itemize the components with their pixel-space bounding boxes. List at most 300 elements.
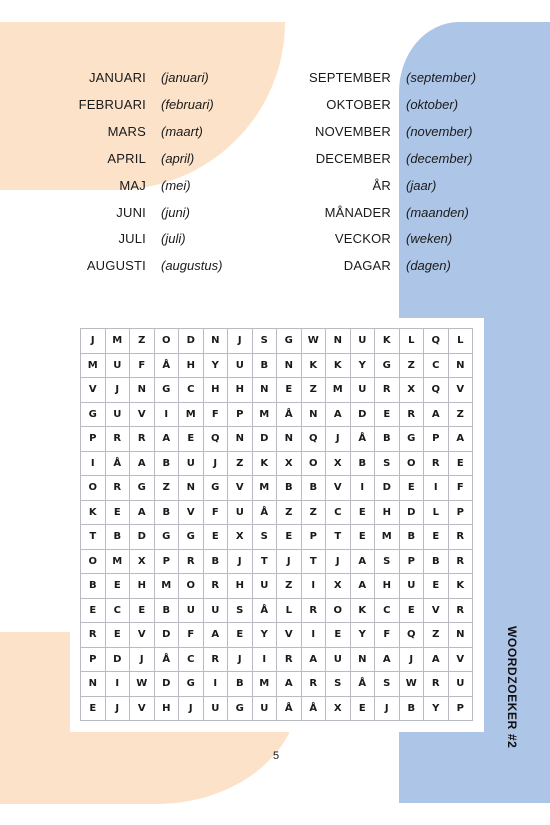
grid-cell[interactable]: O [81, 549, 106, 574]
grid-cell[interactable]: A [130, 500, 155, 525]
grid-cell[interactable]: V [277, 623, 302, 648]
grid-cell[interactable]: M [81, 353, 106, 378]
grid-cell[interactable]: H [375, 574, 400, 599]
grid-cell[interactable]: H [130, 574, 155, 599]
grid-cell[interactable]: J [326, 549, 351, 574]
grid-cell[interactable]: B [424, 549, 449, 574]
grid-cell[interactable]: A [350, 549, 375, 574]
grid-cell[interactable]: Å [277, 696, 302, 721]
grid-row [81, 598, 473, 623]
grid-cell[interactable]: V [448, 647, 473, 672]
grid-cell[interactable]: I [105, 672, 130, 697]
grid-cell[interactable]: M [252, 672, 277, 697]
dutch-translation: (september) [406, 70, 477, 85]
grid-cell[interactable]: R [105, 476, 130, 501]
grid-cell[interactable]: B [399, 525, 424, 550]
grid-cell[interactable]: J [203, 451, 228, 476]
grid-cell[interactable]: C [179, 378, 204, 403]
grid-cell[interactable]: X [326, 451, 351, 476]
grid-cell[interactable]: A [448, 427, 473, 452]
grid-cell[interactable]: R [203, 647, 228, 672]
grid-cell[interactable]: E [130, 598, 155, 623]
grid-cell[interactable]: Å [154, 647, 179, 672]
grid-cell[interactable]: A [326, 402, 351, 427]
grid-cell[interactable]: U [228, 353, 253, 378]
dutch-translation: (december) [406, 150, 473, 166]
grid-row [81, 574, 473, 599]
grid-cell[interactable]: G [399, 427, 424, 452]
grid-cell[interactable]: J [399, 647, 424, 672]
grid-cell[interactable]: G [375, 353, 400, 378]
grid-cell[interactable]: Å [252, 500, 277, 525]
grid-cell[interactable]: G [130, 476, 155, 501]
grid-cell[interactable]: J [277, 549, 302, 574]
grid-cell[interactable]: K [81, 500, 106, 525]
grid-cell[interactable]: B [154, 500, 179, 525]
grid-cell[interactable]: P [81, 647, 106, 672]
grid-cell[interactable]: X [130, 549, 155, 574]
grid-cell[interactable]: U [228, 500, 253, 525]
swedish-word: FEBRUARI [78, 96, 146, 112]
grid-row [81, 402, 473, 427]
grid-cell[interactable]: A [375, 647, 400, 672]
grid-cell[interactable]: O [81, 476, 106, 501]
grid-cell[interactable]: G [154, 378, 179, 403]
grid-cell[interactable]: J [375, 696, 400, 721]
grid-cell[interactable]: Y [350, 623, 375, 648]
letter-grid [80, 328, 473, 721]
dutch-translation: (november) [406, 123, 473, 139]
grid-row [81, 500, 473, 525]
grid-cell[interactable]: E [277, 378, 302, 403]
word-entry [0, 122, 550, 142]
grid-cell[interactable]: G [154, 525, 179, 550]
grid-cell[interactable]: E [424, 525, 449, 550]
grid-cell[interactable]: H [228, 378, 253, 403]
grid-row [81, 549, 473, 574]
grid-cell[interactable]: H [179, 353, 204, 378]
grid-cell[interactable]: L [399, 329, 424, 354]
grid-cell[interactable]: V [179, 500, 204, 525]
grid-row [81, 451, 473, 476]
grid-cell[interactable]: X [277, 451, 302, 476]
grid-cell[interactable]: E [277, 525, 302, 550]
dutch-translation: (oktober) [406, 96, 459, 112]
swedish-word: MÅNADER [324, 204, 391, 220]
grid-cell[interactable]: L [277, 598, 302, 623]
grid-cell[interactable]: U [203, 598, 228, 623]
grid-cell[interactable]: A [301, 647, 326, 672]
grid-cell[interactable]: G [81, 402, 106, 427]
grid-cell[interactable]: P [399, 549, 424, 574]
grid-cell[interactable]: S [375, 549, 400, 574]
grid-cell[interactable]: M [154, 574, 179, 599]
grid-cell[interactable]: N [448, 353, 473, 378]
grid-cell[interactable]: Q [424, 329, 449, 354]
grid-cell[interactable]: I [350, 476, 375, 501]
grid-cell[interactable]: Å [277, 402, 302, 427]
grid-cell[interactable]: Y [350, 353, 375, 378]
grid-cell[interactable]: Y [424, 696, 449, 721]
grid-cell[interactable]: Å [350, 672, 375, 697]
grid-cell[interactable]: O [179, 574, 204, 599]
grid-cell[interactable]: J [179, 696, 204, 721]
grid-cell[interactable]: Q [399, 623, 424, 648]
grid-cell[interactable]: F [130, 353, 155, 378]
grid-cell[interactable]: E [399, 476, 424, 501]
grid-cell[interactable]: M [252, 402, 277, 427]
grid-cell[interactable]: U [350, 378, 375, 403]
grid-cell[interactable]: R [179, 549, 204, 574]
grid-cell[interactable]: A [130, 451, 155, 476]
swedish-word: SEPTEMBER [309, 70, 391, 85]
grid-cell[interactable]: J [228, 549, 253, 574]
grid-cell[interactable]: R [301, 598, 326, 623]
swedish-word: DAGAR [343, 258, 391, 274]
grid-cell[interactable]: Z [130, 329, 155, 354]
grid-cell[interactable]: Z [277, 574, 302, 599]
grid-cell[interactable]: R [81, 623, 106, 648]
grid-cell[interactable]: I [154, 402, 179, 427]
grid-cell[interactable]: E [179, 427, 204, 452]
grid-cell[interactable]: F [203, 402, 228, 427]
grid-cell[interactable]: R [301, 672, 326, 697]
grid-cell[interactable]: P [448, 696, 473, 721]
grid-cell[interactable]: S [326, 672, 351, 697]
grid-cell[interactable]: T [326, 525, 351, 550]
grid-cell[interactable]: U [326, 647, 351, 672]
grid-cell[interactable]: A [277, 672, 302, 697]
grid-cell[interactable]: Å [154, 353, 179, 378]
grid-cell[interactable]: X [326, 696, 351, 721]
grid-cell[interactable]: D [179, 329, 204, 354]
grid-cell[interactable]: Z [424, 623, 449, 648]
grid-cell[interactable]: B [105, 525, 130, 550]
grid-cell[interactable]: H [375, 500, 400, 525]
swedish-word: VECKOR [334, 231, 391, 247]
grid-cell[interactable]: U [179, 598, 204, 623]
grid-cell[interactable]: Z [154, 476, 179, 501]
grid-cell[interactable]: O [301, 451, 326, 476]
grid-cell[interactable]: E [350, 525, 375, 550]
grid-cell[interactable]: W [399, 672, 424, 697]
grid-cell[interactable]: L [448, 329, 473, 354]
grid-cell[interactable]: A [154, 427, 179, 452]
page-number: 5 [272, 750, 280, 762]
grid-cell[interactable]: N [81, 672, 106, 697]
grid-cell[interactable]: V [130, 696, 155, 721]
grid-cell[interactable]: K [301, 353, 326, 378]
grid-cell[interactable]: E [424, 574, 449, 599]
grid-cell[interactable]: U [203, 696, 228, 721]
grid-row [81, 427, 473, 452]
grid-cell[interactable]: R [424, 672, 449, 697]
grid-cell[interactable]: X [399, 378, 424, 403]
grid-cell[interactable]: N [252, 378, 277, 403]
grid-cell[interactable]: E [350, 696, 375, 721]
grid-cell[interactable]: D [375, 476, 400, 501]
grid-cell[interactable]: J [326, 427, 351, 452]
grid-cell[interactable]: N [301, 402, 326, 427]
grid-cell[interactable]: Y [252, 623, 277, 648]
grid-cell[interactable]: K [350, 598, 375, 623]
grid-cell[interactable]: N [277, 353, 302, 378]
grid-cell[interactable]: G [203, 476, 228, 501]
grid-cell[interactable]: F [375, 623, 400, 648]
grid-cell[interactable]: P [301, 525, 326, 550]
grid-cell[interactable]: V [326, 476, 351, 501]
dutch-translation: (mei) [161, 177, 191, 193]
grid-cell[interactable]: K [448, 574, 473, 599]
grid-cell[interactable]: D [154, 623, 179, 648]
grid-cell[interactable]: K [375, 329, 400, 354]
swedish-word: JULI [118, 231, 146, 247]
grid-cell[interactable]: F [179, 623, 204, 648]
grid-cell[interactable]: B [81, 574, 106, 599]
grid-cell[interactable]: B [228, 672, 253, 697]
grid-cell[interactable]: P [154, 549, 179, 574]
grid-cell[interactable]: J [105, 696, 130, 721]
grid-cell[interactable]: N [277, 427, 302, 452]
grid-cell[interactable]: C [326, 500, 351, 525]
grid-cell[interactable]: Z [277, 500, 302, 525]
grid-cell[interactable]: N [448, 623, 473, 648]
grid-cell[interactable]: Å [105, 451, 130, 476]
grid-cell[interactable]: O [399, 451, 424, 476]
swedish-word: OKTOBER [326, 96, 391, 112]
grid-cell[interactable]: Z [399, 353, 424, 378]
grid-cell[interactable]: I [424, 476, 449, 501]
grid-cell[interactable]: I [301, 574, 326, 599]
grid-cell[interactable]: D [130, 525, 155, 550]
grid-cell[interactable]: G [179, 672, 204, 697]
word-entry [0, 256, 550, 276]
word-entry [0, 203, 550, 223]
grid-cell[interactable]: R [399, 402, 424, 427]
grid-cell[interactable]: E [81, 598, 106, 623]
grid-cell[interactable]: Q [424, 378, 449, 403]
grid-cell[interactable]: R [277, 647, 302, 672]
swedish-word: JANUARI [88, 70, 146, 85]
grid-cell[interactable]: C [375, 598, 400, 623]
grid-cell[interactable]: U [179, 451, 204, 476]
grid-cell[interactable]: Z [301, 378, 326, 403]
grid-cell[interactable]: Z [301, 500, 326, 525]
grid-cell[interactable]: S [252, 329, 277, 354]
grid-cell[interactable]: I [81, 451, 106, 476]
grid-cell[interactable]: E [105, 500, 130, 525]
grid-cell[interactable]: P [448, 500, 473, 525]
grid-cell[interactable]: D [252, 427, 277, 452]
dutch-translation: (maanden) [406, 204, 469, 220]
grid-cell[interactable]: O [154, 329, 179, 354]
grid-cell[interactable]: M [179, 402, 204, 427]
grid-cell[interactable]: A [424, 402, 449, 427]
grid-cell[interactable]: B [203, 549, 228, 574]
grid-cell[interactable]: N [203, 329, 228, 354]
grid-cell[interactable]: G [179, 525, 204, 550]
grid-cell[interactable]: N [350, 647, 375, 672]
grid-cell[interactable]: E [105, 574, 130, 599]
grid-cell[interactable]: S [375, 672, 400, 697]
grid-cell[interactable]: D [105, 647, 130, 672]
grid-cell[interactable]: U [350, 329, 375, 354]
grid-cell[interactable]: B [277, 476, 302, 501]
grid-cell[interactable]: M [375, 525, 400, 550]
grid-cell[interactable]: U [105, 402, 130, 427]
grid-cell[interactable]: J [105, 378, 130, 403]
grid-cell[interactable]: V [228, 476, 253, 501]
swedish-word: APRIL [107, 150, 146, 166]
grid-cell[interactable]: N [228, 427, 253, 452]
grid-cell[interactable]: B [301, 476, 326, 501]
grid-row [81, 525, 473, 550]
grid-cell[interactable]: U [252, 696, 277, 721]
grid-cell[interactable]: N [130, 378, 155, 403]
swedish-word: MAJ [119, 177, 146, 193]
grid-cell[interactable]: A [424, 647, 449, 672]
grid-cell[interactable]: V [448, 378, 473, 403]
grid-cell[interactable]: B [252, 353, 277, 378]
grid-row [81, 696, 473, 721]
grid-cell[interactable]: K [326, 353, 351, 378]
grid-cell[interactable]: J [228, 647, 253, 672]
grid-cell[interactable]: M [105, 549, 130, 574]
grid-cell[interactable]: J [228, 329, 253, 354]
grid-cell[interactable]: E [448, 451, 473, 476]
grid-cell[interactable]: V [81, 378, 106, 403]
grid-cell[interactable]: I [203, 672, 228, 697]
grid-cell[interactable]: D [399, 500, 424, 525]
grid-cell[interactable]: R [375, 378, 400, 403]
word-entry [0, 149, 550, 169]
grid-cell[interactable]: R [448, 549, 473, 574]
grid-cell[interactable]: R [203, 574, 228, 599]
grid-cell[interactable]: F [203, 500, 228, 525]
grid-cell[interactable]: N [179, 476, 204, 501]
grid-cell[interactable]: S [375, 451, 400, 476]
dutch-translation: (dagen) [406, 258, 451, 274]
grid-cell[interactable]: T [81, 525, 106, 550]
grid-row [81, 672, 473, 697]
grid-cell[interactable]: D [154, 672, 179, 697]
dutch-translation: (juli) [161, 231, 186, 247]
grid-row [81, 329, 473, 354]
grid-cell[interactable]: L [424, 500, 449, 525]
grid-cell[interactable]: U [448, 672, 473, 697]
grid-cell[interactable]: B [154, 598, 179, 623]
grid-cell[interactable]: Q [203, 427, 228, 452]
grid-cell[interactable]: P [228, 402, 253, 427]
grid-cell[interactable]: R [105, 427, 130, 452]
grid-cell[interactable]: U [252, 574, 277, 599]
grid-cell[interactable]: E [326, 623, 351, 648]
grid-cell[interactable]: C [179, 647, 204, 672]
grid-cell[interactable]: S [252, 525, 277, 550]
grid-cell[interactable]: B [154, 451, 179, 476]
grid-cell[interactable]: E [399, 598, 424, 623]
grid-cell[interactable]: G [228, 696, 253, 721]
grid-cell[interactable]: R [424, 451, 449, 476]
grid-cell[interactable]: B [375, 427, 400, 452]
grid-cell[interactable]: A [203, 623, 228, 648]
grid-cell[interactable]: R [448, 598, 473, 623]
grid-cell[interactable]: Z [228, 451, 253, 476]
grid-cell[interactable]: G [277, 329, 302, 354]
grid-cell[interactable]: H [154, 696, 179, 721]
grid-cell[interactable]: O [326, 598, 351, 623]
grid-row [81, 476, 473, 501]
grid-cell[interactable]: W [301, 329, 326, 354]
grid-cell[interactable]: V [424, 598, 449, 623]
grid-cell[interactable]: D [350, 402, 375, 427]
dutch-translation: (februari) [161, 96, 214, 112]
grid-cell[interactable]: J [81, 329, 106, 354]
grid-cell[interactable]: Q [301, 427, 326, 452]
grid-row [81, 378, 473, 403]
grid-cell[interactable]: R [448, 525, 473, 550]
grid-cell[interactable]: B [350, 451, 375, 476]
grid-cell[interactable]: U [399, 574, 424, 599]
grid-cell[interactable]: F [448, 476, 473, 501]
dutch-translation: (januari) [161, 70, 209, 85]
swedish-word: JUNI [116, 204, 146, 220]
grid-cell[interactable]: Z [448, 402, 473, 427]
grid-cell[interactable]: E [228, 623, 253, 648]
grid-cell[interactable]: Å [301, 696, 326, 721]
grid-cell[interactable]: S [228, 598, 253, 623]
grid-cell[interactable]: E [81, 696, 106, 721]
grid-cell[interactable]: N [326, 329, 351, 354]
dutch-translation: (jaar) [406, 177, 437, 193]
grid-cell[interactable]: Å [350, 427, 375, 452]
grid-cell[interactable]: C [105, 598, 130, 623]
grid-cell[interactable]: E [350, 500, 375, 525]
grid-cell[interactable]: C [424, 353, 449, 378]
dutch-translation: (maart) [161, 123, 203, 139]
grid-cell[interactable]: E [375, 402, 400, 427]
grid-cell[interactable]: P [424, 427, 449, 452]
grid-cell[interactable]: M [326, 378, 351, 403]
grid-cell[interactable]: T [301, 549, 326, 574]
grid-cell[interactable]: E [203, 525, 228, 550]
grid-cell[interactable]: W [130, 672, 155, 697]
grid-cell[interactable]: M [105, 329, 130, 354]
word-entry [0, 176, 550, 196]
grid-cell[interactable]: M [252, 476, 277, 501]
word-entry [0, 68, 550, 88]
grid-cell[interactable]: I [252, 647, 277, 672]
grid-cell[interactable]: P [81, 427, 106, 452]
grid-cell[interactable]: K [252, 451, 277, 476]
grid-cell[interactable]: X [228, 525, 253, 550]
grid-cell[interactable]: H [203, 378, 228, 403]
grid-cell[interactable]: H [228, 574, 253, 599]
grid-cell[interactable]: U [105, 353, 130, 378]
grid-cell[interactable]: B [399, 696, 424, 721]
grid-cell[interactable]: T [252, 549, 277, 574]
grid-cell[interactable]: A [350, 574, 375, 599]
grid-cell[interactable]: V [130, 623, 155, 648]
grid-cell[interactable]: R [130, 427, 155, 452]
grid-cell[interactable]: Y [203, 353, 228, 378]
grid-cell[interactable]: X [326, 574, 351, 599]
grid-cell[interactable]: J [130, 647, 155, 672]
grid-cell[interactable]: E [105, 623, 130, 648]
grid-cell[interactable]: V [130, 402, 155, 427]
grid-cell[interactable]: I [301, 623, 326, 648]
grid-cell[interactable]: Å [252, 598, 277, 623]
